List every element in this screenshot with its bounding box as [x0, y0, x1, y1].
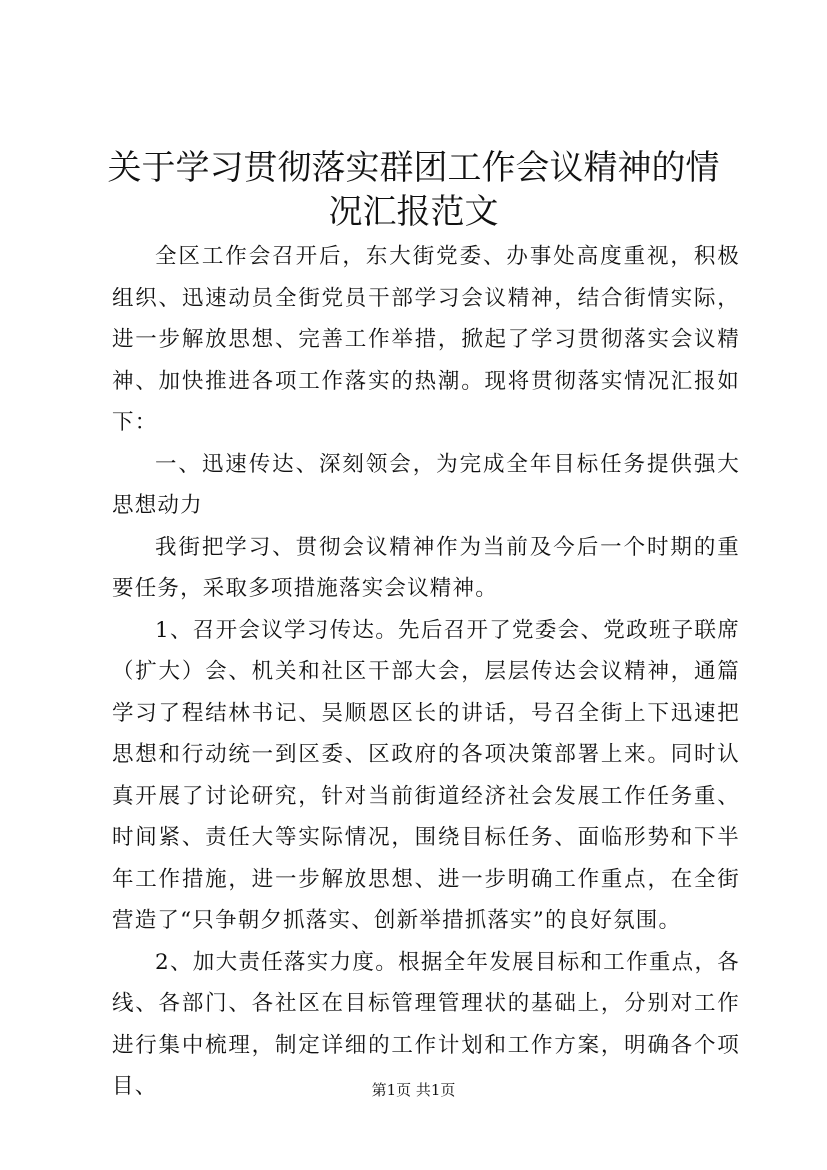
document-body: [112, 236, 740, 1108]
document-title: 关于学习贯彻落实群团工作会议精神的情况汇报范文: [107, 148, 720, 232]
paragraph-section-1: 我街把学习、贯彻会议精神作为当前及今后一个时期的重要任务，采取多项措施落实会议精神。: [112, 534, 740, 601]
paragraph-intro: 全区工作会召开后，东大街党委、办事处高度重视，积极组织、迅速动员全街党员干部学习会议精神，结合街情实际，进一步解放思想、完善工作举措，掀起了学习贯彻落实会议精神、加快推进各项工作落实的热潮。现将贯彻落实情况汇报如下：: [112, 244, 740, 435]
paragraph-item-1: 1、召开会议学习传达。先后召开了党委会、党政班子联席（扩大）会、机关和社区干部大会，层层传达会议精神，通篇学习了程结林书记、吴顺恩区长的讲话，号召全街上下迅速把思想和行动统一到区委、区政府的各项决策部署上来。同时认真开展了讨论研究，针对当前街道经济社会发展工作任务重、时间紧、责任大等实际情况，围绕目标任务、面临形势和下半年工作措施，进一步解放思想、进一步明确工作重点，在全街营造了“只争朝夕抓落实、创新举措抓落实”的良好氛围。: [112, 617, 740, 933]
section-heading-1: 一、迅速传达、深刻领会，为完成全年目标任务提供强大思想动力: [112, 451, 740, 518]
paragraph-item-2: 2、加大责任落实力度。根据全年发展目标和工作重点，各线、各部门、各社区在目标管理管理状的基础上，分别对工作进行集中梳理，制定详细的工作计划和工作方案，明确各个项目、: [112, 949, 740, 1099]
page-footer: 第1页 共1页: [371, 1081, 456, 1099]
